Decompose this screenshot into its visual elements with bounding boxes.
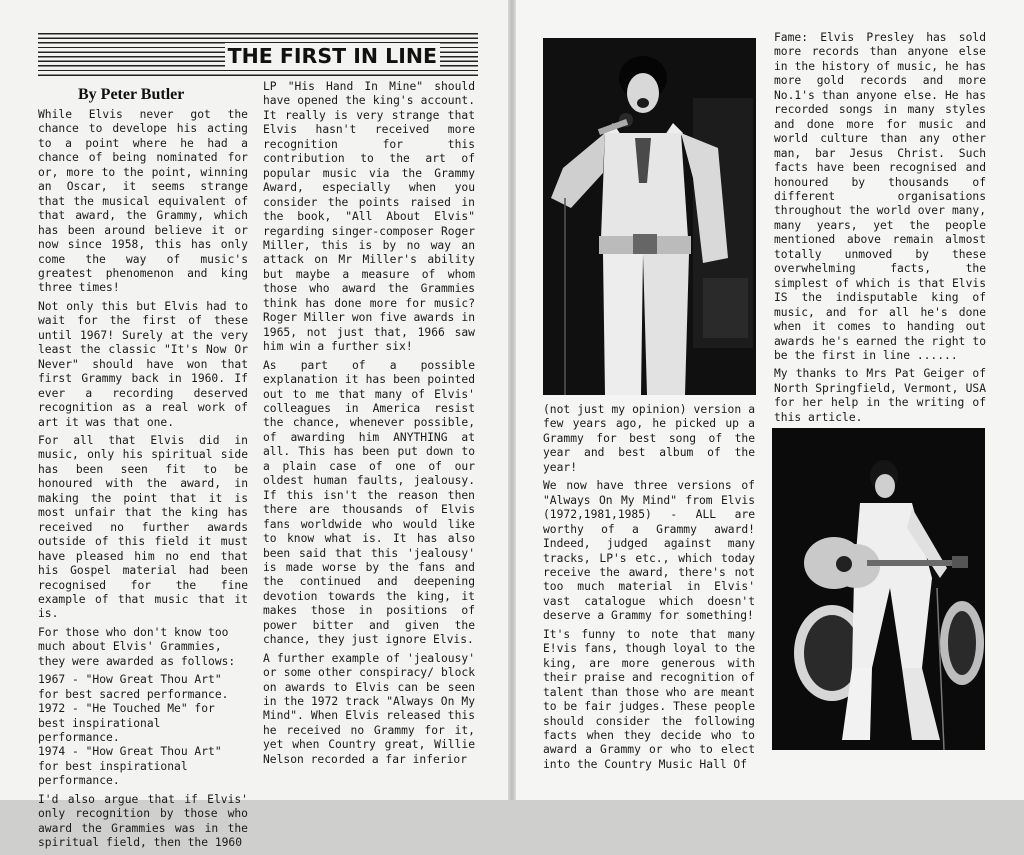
elvis-guitar-photo bbox=[772, 428, 985, 750]
award-item-1967: 1967 - "How Great Thou Art" for best sacred performance. bbox=[38, 673, 229, 701]
article-column-4 bbox=[774, 31, 986, 429]
elvis-singing-photo bbox=[543, 38, 756, 395]
paragraph: For all that Elvis did in music, only his spiritual side has been seen fit to be honoured with the award, in making the point that it is most unfair that the king has received no further awards outside of this field it must have pleased him no end that his Gospel material had been recognised for the fine example of that music that it is. bbox=[38, 433, 248, 621]
paragraph: (not just my opinion) version a few years ago, he picked up a Grammy for best song of the year and best album of the year! bbox=[543, 403, 755, 474]
paragraph: As part of a possible explanation it has been pointed out to me that many of Elvis' colleagues in America resist the chance, whenever possible, of awarding him ANYTHING at all. This has been put down to a plain case of one of our oldest human faults, jealousy. If this isn't the reason then there are thousands of Elvis fans worldwide who would like to know what is. It has also been said that this 'jealousy' is made worse by the fans and the continued and deepening devotion towards the king, it makes those in positions of power bitter and given the chance, they just ignore Elvis. bbox=[263, 358, 475, 647]
left-page bbox=[0, 0, 508, 850]
paragraph: LP "His Hand In Mine" should have opened the king's account. It really is very strange that Elvis hasn't received more recognition for this contribution to the art of popular music via the Grammy Award, especially when you consider the points raised in the book, "All About Elvis" regarding singer-composer Roger Miller, this is by no way an attack on Mr Miller's ability but maybe a measure of whom those who award the Grammies think has done more for music? Roger Miller won five awards in 1965, not just that, 1966 saw him win a further six! bbox=[263, 80, 475, 354]
award-item-1974: 1974 - "How Great Thou Art" for best inspirational performance. bbox=[38, 745, 222, 788]
award-item-1972: 1972 - "He Touched Me" for best inspirational performance. bbox=[38, 702, 215, 745]
article-column-2 bbox=[263, 80, 475, 771]
paragraph: For those who don't know too much about Elvis' Grammies, they were awarded as follows: bbox=[38, 625, 236, 668]
title-banner bbox=[38, 33, 478, 77]
paragraph: We now have three versions of "Always On My Mind" from Elvis (1972,1981,1985) - ALL are worthy of a Grammy award! Indeed, judged against many tracks, LP's etc., which today receive the award, there's not too much material in Elvis' vast catalogue which doesn't deserve a Grammy for something! bbox=[543, 479, 755, 623]
article-column-3 bbox=[543, 403, 755, 776]
article-title: THE FIRST IN LINE bbox=[225, 43, 440, 69]
paragraph: It's funny to note that many E!vis fans, though loyal to the king, are more generous with their praise and recognition of talent than those who are meant to be fair judges. These people should consider the following facts when they decide who to award a Grammy or who to elect into the Country Music Hall Of bbox=[543, 627, 755, 771]
acknowledgement: My thanks to Mrs Pat Geiger of North Springfield, Vermont, USA for her help in the writing of this article. bbox=[774, 367, 986, 424]
paragraph: Not only this but Elvis had to wait for the first of these until 1967! Surely at the very least the classic "It's Now Or Never" should have won that first Grammy back in 1960. If ever a recording deserved recognition as a real work of art it was that one. bbox=[38, 299, 248, 429]
paragraph: I'd also argue that if Elvis' only recognition by those who award the Grammies was in the spiritual field, then the 1960 bbox=[38, 792, 248, 850]
paragraph: A further example of 'jealousy' or some other conspiracy/ block on awards to Elvis can be seen in the 1972 track "Always On My Mind". When Elvis released this he received no Grammy for it, yet when Country great, Willie Nelson recorded a far inferior bbox=[263, 651, 475, 766]
article-column-1 bbox=[38, 108, 248, 855]
paragraph: Fame: Elvis Presley has sold more records than anyone else in the history of music, he has more gold records and more No.1's than anyone else. He has recorded songs in many styles and done more for music and world culture than any other man, bar Jesus Christ. Such facts have been recognised and honoured by thousands of different organisations throughout the world over many, many years, yet the people mentioned above remain almost totally unmoved by these overwhelming facts, the simplest of which is that Elvis IS the indisputable king of music, and for all he's done when it comes to handing out awards he's earned the right to be the first in line ...... bbox=[774, 31, 986, 362]
byline: By Peter Butler bbox=[78, 86, 185, 103]
paragraph: While Elvis never got the chance to develope his acting to a point where he had a chance of being nominated for or, more to the point, winning an Oscar, it seems strange that the musical equivalent of that award, the Grammy, which has been around believe it or now since 1958, this has only come the way of music's greatest phenomenon and king three times! bbox=[38, 108, 248, 295]
page-gutter bbox=[508, 0, 516, 800]
